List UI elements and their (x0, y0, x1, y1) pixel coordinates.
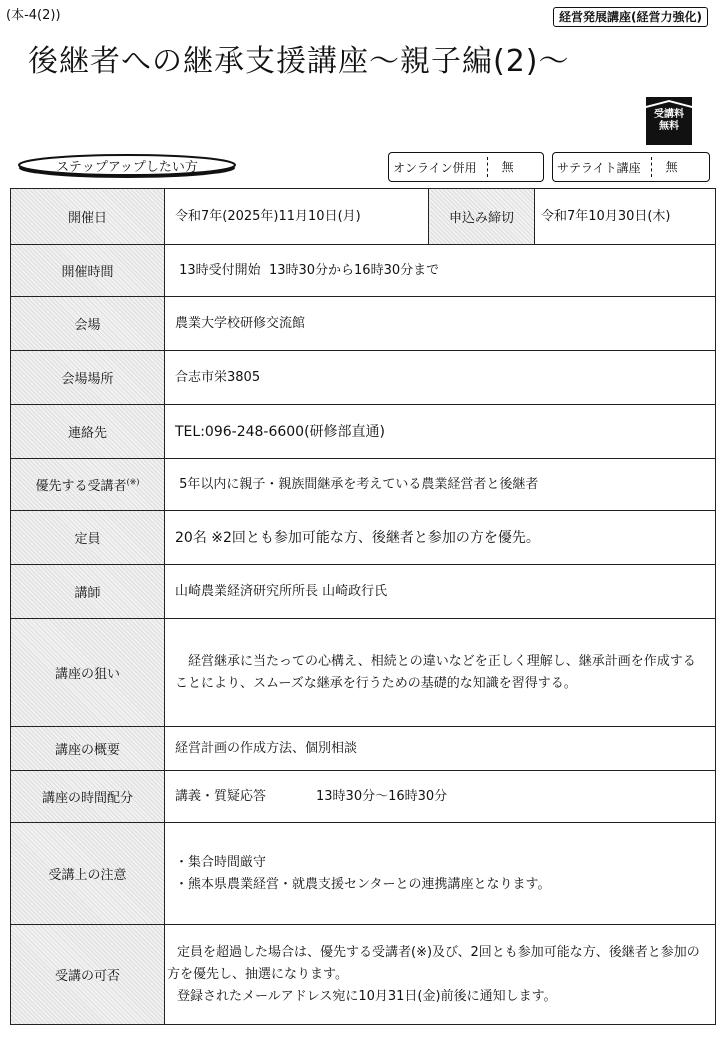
contact-value: TEL:096-248-6600(研修部直通) (165, 405, 716, 459)
overview-value: 経営計画の作成方法、個別相談 (165, 727, 716, 771)
table-row (11, 771, 716, 823)
document-reference: (本-4(2)) (6, 8, 61, 23)
date-value: 令和7年(2025年)11月10日(月) (165, 189, 429, 245)
table-row (11, 351, 716, 405)
schedule-value-cell (165, 771, 716, 823)
schedule-time: 13時30分〜16時30分 (316, 788, 448, 804)
table-row (11, 619, 716, 727)
notes-line: ・熊本県農業経営・就農支援センターとの連携講座となります。 (175, 876, 551, 892)
instructor-value: 山崎農業経済研究所所長 山崎政行氏 (165, 565, 716, 619)
aim-value: 経営継承に当たっての心構え、相続との違いなどを正しく理解し、継承計画を作成することにより、スムーズな継承を行うための基礎的な知識を習得する。 (165, 619, 716, 727)
table-row (11, 823, 716, 925)
table-row (11, 405, 716, 459)
venue-label: 会場 (11, 297, 165, 351)
priority-label-cell (11, 459, 165, 511)
acceptance-label: 受講の可否 (11, 925, 165, 1025)
course-info-table (10, 188, 716, 1025)
deadline-label: 申込み締切 (429, 189, 535, 245)
online-label: オンライン併用 (393, 160, 477, 175)
online-option (388, 152, 544, 182)
address-label: 会場場所 (11, 351, 165, 405)
capacity-value: 20名 ※2回とも参加可能な方、後継者と参加の方を優先。 (165, 511, 716, 565)
table-row (11, 511, 716, 565)
deadline-value: 令和7年10月30日(木) (535, 189, 716, 245)
satellite-option (552, 152, 710, 182)
venue-value: 農業大学校研修交流館 (165, 297, 716, 351)
table-row (11, 245, 716, 297)
priority-note: (※) (126, 477, 140, 487)
fee-badge-line2: 無料 (659, 121, 679, 132)
table-row (11, 297, 716, 351)
capacity-label: 定員 (11, 511, 165, 565)
contact-label: 連絡先 (11, 405, 165, 459)
satellite-label: サテライト講座 (557, 160, 641, 175)
table-row (11, 727, 716, 771)
overview-label: 講座の概要 (11, 727, 165, 771)
time-value: 13時受付開始 13時30分から16時30分まで (165, 245, 716, 297)
notes-value-cell (165, 823, 716, 925)
aim-label: 講座の狙い (11, 619, 165, 727)
priority-value: 5年以内に親子・親族間継承を考えている農業経営者と後継者 (165, 459, 716, 511)
acceptance-value-cell (165, 925, 716, 1025)
acceptance-text: 登録されたメールアドレス宛に10月31日(金)前後に通知します。 (177, 988, 557, 1004)
notes-line: ・集合時間厳守 (175, 854, 267, 870)
table-row (11, 565, 716, 619)
target-audience-label (16, 152, 238, 178)
priority-label: 優先する受講者 (35, 479, 127, 494)
notes-label: 受講上の注意 (11, 823, 165, 925)
time-label: 開催時間 (11, 245, 165, 297)
target-audience-text: ステップアップしたい方 (56, 160, 198, 175)
table-row (11, 189, 716, 245)
category-badge: 経営発展講座(経営力強化) (553, 7, 708, 27)
table-row (11, 459, 716, 511)
page-title: 後継者への継承支援講座〜親子編(2)〜 (28, 44, 570, 79)
address-value: 合志市栄3805 (165, 351, 716, 405)
date-label: 開催日 (11, 189, 165, 245)
online-value: 無 (487, 157, 528, 177)
fee-badge-line1: 受講料 (654, 109, 684, 120)
instructor-label: 講師 (11, 565, 165, 619)
acceptance-text: 定員を超過した場合は、優先する受講者(※)及び、2回とも参加可能な方、後継者と参加の方を優先し、抽選になります。 (167, 944, 700, 982)
schedule-label: 講座の時間配分 (11, 771, 165, 823)
schedule-item: 講義・質疑応答 (175, 788, 267, 804)
table-row (11, 925, 716, 1025)
satellite-value: 無 (651, 157, 692, 177)
fee-badge-text (645, 109, 693, 133)
fee-badge (645, 96, 693, 146)
